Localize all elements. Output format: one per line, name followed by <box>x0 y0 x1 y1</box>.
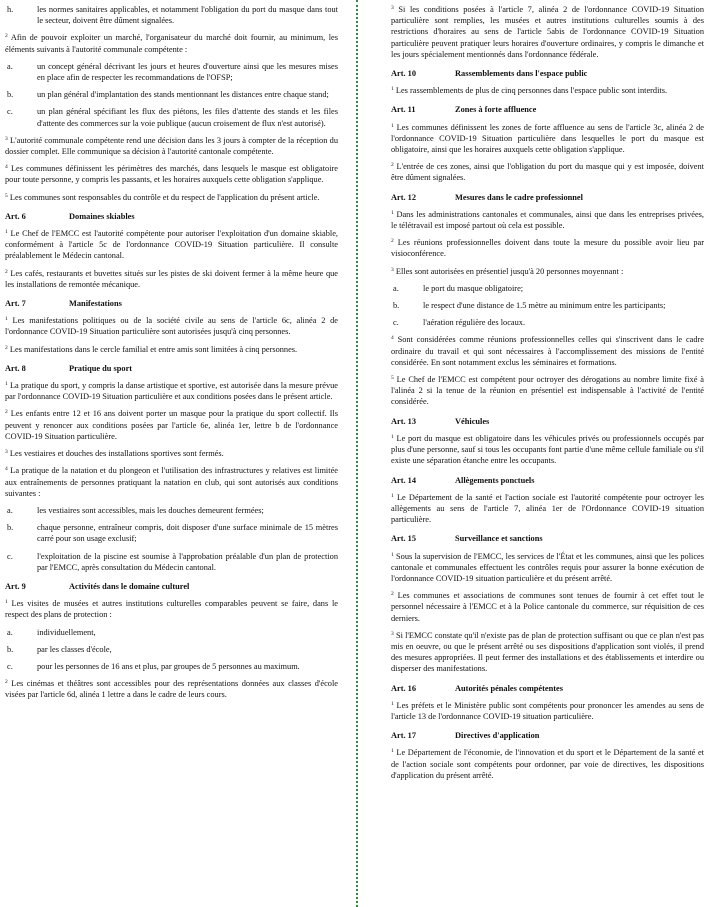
paragraph-text: Afin de pouvoir exploiter un marché, l'organisateur du marché doit fournir, au minimum, les éléments suivants à l'autorité communale compétente : <box>5 33 338 54</box>
article-number: Art. 14 <box>391 475 417 485</box>
paragraph-number: 1 <box>5 599 8 606</box>
paragraph-number: 3 <box>5 135 8 142</box>
paragraph-text: Les manifestations dans le cercle familial et entre amis sont limitées à cinq personnes. <box>9 344 298 354</box>
left-column <box>5 4 338 707</box>
paragraph <box>5 228 338 262</box>
paragraph-number: 1 <box>5 229 8 236</box>
paragraph-number: 2 <box>5 268 8 275</box>
paragraph-text: L'autorité communale compétente rend une décision dans les 3 jours à compter de la réception du dossier complet. Elle communique sa décision à l'autorité cantonale compétente. <box>5 135 338 157</box>
paragraph-number: 1 <box>5 381 8 388</box>
article-title: Rassemblements dans l'espace public <box>455 69 588 79</box>
article-heading <box>391 416 704 427</box>
article-number: Art. 7 <box>5 299 26 309</box>
paragraph-number: 1 <box>391 86 394 93</box>
list-item <box>5 627 338 638</box>
list-item-text: individuellement, <box>37 627 96 637</box>
article-title: Manifestations <box>69 299 122 309</box>
list-item <box>5 4 338 26</box>
list-item-text: le respect d'une distance de 1.5 mètre au minimum entre les participants; <box>423 301 666 311</box>
list-item-label: c. <box>7 107 13 117</box>
list-item-label: c. <box>393 318 399 328</box>
paragraph-text: Dans les administrations cantonales et communales, ainsi que dans les entreprises privées, le télétravail est imposé partout où cela est possible. <box>391 209 704 231</box>
article-number: Art. 10 <box>391 69 417 79</box>
list-item-label: b. <box>7 90 14 100</box>
paragraph <box>391 747 704 781</box>
paragraph <box>391 85 704 96</box>
article-heading <box>391 68 704 79</box>
list-item-text: un plan général d'implantation des stands mentionnant les distances entre chaque stand; <box>37 90 329 100</box>
paragraph <box>391 4 704 60</box>
article-title: Autorités pénales compétentes <box>455 683 563 693</box>
list-item <box>391 283 704 294</box>
paragraph-text: Les communes sont responsables du contrôle et du respect de l'application du présent article. <box>9 192 320 202</box>
list-item <box>5 61 338 83</box>
article-heading <box>5 581 338 592</box>
paragraph <box>391 122 704 156</box>
article-heading <box>391 192 704 203</box>
list-item-text: un plan général spécifiant les flux des piétons, les files d'attente des stands et les files d'attente des commerces sur la voie publique (aucun croisement de flux n'est autorisé). <box>37 107 338 128</box>
article-number: Art. 9 <box>5 581 26 591</box>
paragraph-number: 1 <box>391 209 394 216</box>
list-item <box>391 317 704 328</box>
paragraph <box>5 268 338 290</box>
paragraph-number: 2 <box>5 33 8 40</box>
paragraph-text: Le Département de la santé et l'action sociale est l'autorité compétente pour octroyer les allègements au sens de l'article 7, alinéa 1er de l'Ordonnance COVID-19 situation particulière. <box>391 492 704 525</box>
paragraph-text: Les enfants entre 12 et 16 ans doivent porter un masque pour la pratique du sport collectif. Ils peuvent y renoncer aux conditions posées par l'article 6e, alinéa 1er, lettre b de l'ordonnance COVID-19 Situation particulière. <box>5 409 338 441</box>
article-title: Mesures dans le cadre professionnel <box>455 192 583 202</box>
article-heading <box>5 363 338 374</box>
article-title: Pratique du sport <box>69 363 133 373</box>
paragraph-text: Le port du masque est obligatoire dans les véhicules privés ou professionnels occupés par plus d'une personne, sauf si tous les occupants font partie d'une même cellule familiale ou s'il existe une séparation étanche entre les occupants. <box>391 433 704 466</box>
column-divider <box>356 0 358 907</box>
list-item-label: b. <box>393 301 400 311</box>
article-heading <box>5 298 338 309</box>
list-item-label: a. <box>7 61 13 71</box>
paragraph-text: Les cinémas et théâtres sont accessibles pour des représentations données aux classes d'école visées par l'article 6d, alinéa 1 lettre a dans le cadre de leurs cours. <box>5 679 338 700</box>
article-heading <box>5 211 338 222</box>
list-item-label: c. <box>7 551 13 561</box>
paragraph <box>391 433 704 467</box>
article-number: Art. 12 <box>391 192 417 202</box>
paragraph-text: Les communes et associations de communes sont tenues de fournir à cet effet tout le personnel nécessaire à l'EMCC et à la Police cantonale du commerce, sur réquisition de ces derniers. <box>391 591 704 623</box>
paragraph-number: 2 <box>391 162 394 169</box>
paragraph <box>391 700 704 722</box>
article-title: Zones à forte affluence <box>455 105 537 115</box>
article-heading <box>391 730 704 741</box>
list-item-text: un concept général décrivant les jours et heures d'ouverture ainsi que les mesures mises en place afin de respecter les recommandations de l'OFSP; <box>37 61 338 83</box>
paragraph-text: Sont considérées comme réunions professionnelles celles qui s'inscrivent dans le cadre ordinaire du travail et qui sont nécessaires à l'accomplissement des missions de l'entité considérée. En sont notamment exclus les séminaires et formations. <box>391 335 705 367</box>
article-number: Art. 6 <box>5 211 26 221</box>
paragraph-number: 1 <box>391 122 394 129</box>
paragraph-number: 1 <box>391 433 394 440</box>
paragraph-number: 5 <box>391 375 394 382</box>
right-column <box>391 4 704 787</box>
paragraph-text: Le Chef de l'EMCC est l'autorité compétente pour autoriser l'exploitation d'un domaine skiable, conformément à l'article 5c de l'ordonnance COVID-19 Situation particulière. Il consulte préalablement le Médecin cantonal. <box>5 229 338 261</box>
list-item-label: b. <box>7 644 14 654</box>
paragraph <box>5 135 338 157</box>
list-item-label: h. <box>7 5 14 14</box>
list-item-text: l'aération régulière des locaux. <box>423 318 526 328</box>
paragraph <box>391 237 704 259</box>
paragraph <box>391 209 704 231</box>
article-title: Directives d'application <box>455 731 540 741</box>
paragraph <box>391 630 704 675</box>
paragraph-text: Les cafés, restaurants et buvettes situés sur les pistes de ski doivent fermer à la même heure que les installations de remontée mécanique. <box>5 268 338 289</box>
article-number: Art. 11 <box>391 105 416 115</box>
list-item <box>5 89 338 100</box>
paragraph-text: La pratique de la natation et du plongeon et l'utilisation des infrastructures y relatives est limitée aux entraînements de personnes pratiquant la natation en club, qui sont autorisés aux conditions suivantes : <box>5 466 338 498</box>
list-item-label: a. <box>393 283 399 293</box>
paragraph <box>391 374 704 408</box>
paragraph-text: Les manifestations politiques ou de la société civile au sens de l'article 6c, alinéa 2 de l'ordonnance COVID-19 Situation particulière sont autorisées jusqu'à cinq personnes. <box>5 316 338 337</box>
paragraph-text: Les communes définissent les zones de forte affluence au sens de l'article 3c, alinéa 2 de l'ordonnance COVID-19 Situation particulière dans lesquelles le port du masque est obligatoire, ainsi que les horaires auxquels cette obligation s'applique. <box>391 122 704 155</box>
list-item <box>391 300 704 311</box>
paragraph-number: 2 <box>391 238 394 245</box>
list-item-label: a. <box>7 627 13 637</box>
list-item-label: b. <box>7 523 14 533</box>
paragraph-number: 1 <box>391 551 394 558</box>
paragraph-text: Sous la supervision de l'EMCC, les services de l'État et les communes, ainsi que les polices cantonale et communales effectuent les contrôles requis pour assurer la bonne exécution de l'ordonnance COVID-19 situation particulière et du présent arrêté. <box>391 551 704 583</box>
article-title: Allègements ponctuels <box>455 475 535 485</box>
paragraph <box>5 598 338 620</box>
paragraph-text: Les préfets et le Ministère public sont compétents pour prononcer les amendes au sens de l'article 13 de l'ordonnance COVID-19 situation particulière. <box>391 700 704 721</box>
list-item-text: pour les personnes de 16 ans et plus, par groupes de 5 personnes au maximum. <box>37 661 300 671</box>
paragraph-number: 3 <box>5 449 8 456</box>
paragraph <box>5 678 338 700</box>
article-title: Véhicules <box>455 416 490 426</box>
paragraph-text: Les visites de musées et autres institutions culturelles comparables peuvent se faire, dans le respect des plans de protection : <box>5 599 338 620</box>
list-item <box>5 644 338 655</box>
paragraph <box>391 161 704 183</box>
article-number: Art. 17 <box>391 731 417 741</box>
article-title: Domaines skiables <box>69 211 135 221</box>
paragraph-text: L'entrée de ces zones, ainsi que l'obligation du port du masque qui y est imposée, doivent être dûment signalées. <box>391 162 704 183</box>
article-title: Activités dans le domaine culturel <box>69 581 190 591</box>
paragraph-number: 2 <box>5 344 8 351</box>
paragraph-text: Elles sont autorisées en présentiel jusqu'à 20 personnes moyennant : <box>395 266 624 276</box>
paragraph <box>5 448 338 459</box>
paragraph-number: 1 <box>391 748 394 755</box>
paragraph-text: Le Département de l'économie, de l'innovation et du sport et le Département de la santé et de l'action sociale sont compétents pour ordonner, par voie de directives, les dispositions d'application du présent arrêté. <box>391 748 704 780</box>
article-number: Art. 8 <box>5 363 26 373</box>
paragraph-number: 5 <box>5 192 8 199</box>
article-heading <box>391 475 704 486</box>
paragraph-number: 4 <box>5 164 8 171</box>
list-item-text: par les classes d'école, <box>37 644 112 654</box>
paragraph-number: 1 <box>391 492 394 499</box>
paragraph <box>5 315 338 337</box>
list-item-text: chaque personne, entraîneur compris, doit disposer d'une surface minimale de 15 mètres carré pour son usage exclusif; <box>37 523 338 544</box>
paragraph <box>5 163 338 185</box>
paragraph <box>5 192 338 203</box>
paragraph-text: Les communes définissent les périmètres des marchés, dans lesquels le masque est obligatoire pour toute personne, y compris les passants, et les horaires auxquels cette obligation s'applique. <box>5 164 338 185</box>
paragraph-number: 4 <box>391 335 394 342</box>
paragraph-text: Les réunions professionnelles doivent dans toute la mesure du possible avoir lieu par visioconférence. <box>391 238 704 259</box>
list-item <box>5 661 338 672</box>
paragraph-text: Les rassemblements de plus de cinq personnes dans l'espace public sont interdits. <box>395 86 668 96</box>
paragraph <box>5 380 338 402</box>
paragraph-number: 1 <box>391 700 394 707</box>
paragraph <box>391 590 704 624</box>
list-item-label: a. <box>7 505 13 515</box>
article-number: Art. 13 <box>391 416 417 426</box>
article-number: Art. 16 <box>391 683 417 693</box>
list-item <box>5 106 338 128</box>
list-item <box>5 505 338 516</box>
paragraph-number: 4 <box>5 466 8 473</box>
paragraph <box>5 408 338 442</box>
list-item-text: l'exploitation de la piscine est soumise à l'approbation préalable d'un plan de protection par l'EMCC, après consultation du Médecin cantonal. <box>37 551 338 572</box>
paragraph <box>5 344 338 355</box>
paragraph <box>391 334 704 368</box>
list-item-text: les vestiaires sont accessibles, mais les douches demeurent fermées; <box>37 505 264 515</box>
list-item-text: le port du masque obligatoire; <box>423 283 524 293</box>
article-heading <box>391 683 704 694</box>
paragraph <box>391 266 704 277</box>
list-item <box>5 551 338 573</box>
paragraph-number: 1 <box>5 316 8 323</box>
article-title: Surveillance et sanctions <box>455 534 543 544</box>
paragraph-text: La pratique du sport, y compris la danse artistique et sportive, est autorisée dans la mesure prévue par l'ordonnance COVID-19 Situation particulière et aux conditions posées dans le présent article. <box>5 381 338 402</box>
list-item-label: c. <box>7 661 13 671</box>
paragraph-text: Si les conditions posées à l'article 7, alinéa 2 de l'ordonnance COVID-19 Situation particulière sont remplies, les musées et autres institutions culturelles soumis à des restrictions d'horaires au sens de l'article 5abis de l'ordonnance COVID-19 Situation particulière peuvent pratiquer leurs horaires d'ouverture ordinaires, y compris le dimanche et les jours spécialement mentionnés dans l'ordonnance fédérale. <box>391 5 704 59</box>
list-item <box>5 522 338 544</box>
paragraph-number: 3 <box>391 5 394 11</box>
article-heading <box>391 104 704 115</box>
paragraph-number: 3 <box>391 630 394 637</box>
paragraph <box>5 32 338 54</box>
paragraph <box>5 465 338 499</box>
paragraph <box>391 492 704 526</box>
article-heading <box>391 533 704 544</box>
paragraph-number: 2 <box>5 409 8 416</box>
paragraph <box>391 551 704 585</box>
paragraph-text: Le Chef de l'EMCC est compétent pour octroyer des dérogations au nombre limite fixé à l'alinéa 2 si la tenue de la réunion en présentiel est indispensable à l'activité de l'entité considérée. <box>391 375 704 407</box>
paragraph-number: 3 <box>391 266 394 273</box>
paragraph-text: Si l'EMCC constate qu'il n'existe pas de plan de protection suffisant ou que ce plan n'est pas mis en oeuvre, ou que le présent arrêté ou ses dispositions d'application sont violés, il prend des mesures appropriées. Il peut fermer des installations et des établissements et interdire ou disperser des manifestations. <box>391 630 705 674</box>
paragraph-text: Les vestiaires et douches des installations sportives sont fermés. <box>9 449 224 459</box>
paragraph-number: 2 <box>391 591 394 598</box>
list-item-text: les normes sanitaires applicables, et notamment l'obligation du port du masque dans tout le secteur, doivent être dûment signalées. <box>37 5 338 26</box>
article-number: Art. 15 <box>391 534 417 544</box>
paragraph-number: 2 <box>5 679 8 686</box>
